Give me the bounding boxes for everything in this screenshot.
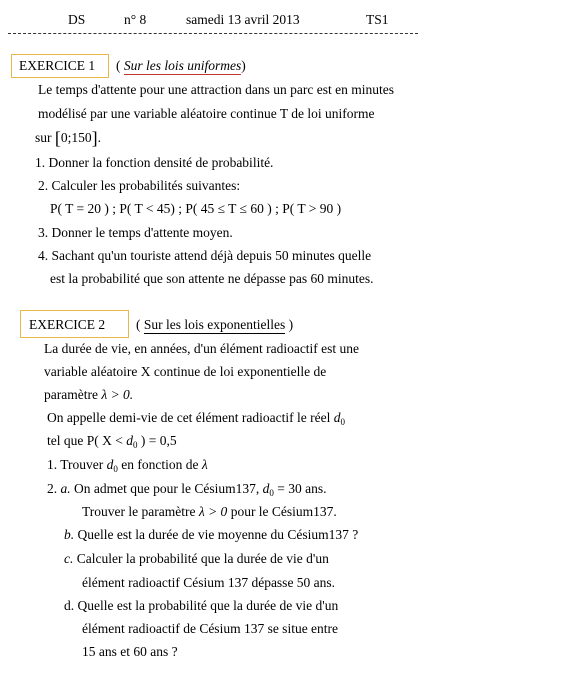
lambda-condition: λ > 0 [198,504,228,519]
ex2-question-2d: d. Quelle est la probabilité que la durée de vie d'un [64,598,339,613]
exercise2-subtitle [136,317,293,333]
text: 2. [47,481,58,496]
d0-subscript: 0 [340,417,345,427]
lambda-condition: λ > 0. [101,387,134,402]
ex1-question-4-line1: 4. Sachant qu'un touriste attend déjà depuis 50 minutes quelle [38,248,372,263]
ex2-question-2d-line3: 15 ans et 60 ans ? [82,644,178,659]
text: = 30 ans. [273,481,327,496]
ex1-intro-line2: modélisé par une variable aléatoire continue T de loi uniforme [38,106,375,121]
ex2-question-2c [64,551,329,567]
ex2-intro-line2: variable aléatoire X continue de loi exponentielle de [44,364,327,379]
bracket-close: ] [91,128,98,148]
text: paramètre [44,387,98,402]
ex1-question-3: 3. Donner le temps d'attente moyen. [38,225,233,240]
item-letter: b. [64,527,75,542]
ex2-question-2a-line2 [82,504,337,520]
ex1-question-2-probabilities: P( T = 20 ) ; P( T < 45) ; P( 45 ≤ T ≤ 60 ) ; P( T > 90 ) [50,201,342,216]
text: . [97,130,102,145]
text: Calculer la probabilité que la durée de vie d'un [76,551,329,566]
d0-subscript: 0 [113,464,118,474]
d0-subscript: 0 [269,488,274,498]
paren: ) [285,317,294,332]
ex1-intro-line1: Le temps d'attente pour une attraction dans un parc est en minutes [38,82,394,97]
header-number: n° 8 [124,12,147,27]
text: sur [35,130,52,145]
exercise2-topic: Sur les lois exponentielles [143,317,286,332]
ex2-intro-line1: La durée de vie, en années, d'un élément radioactif est une [44,341,360,356]
exercise1-title: EXERCICE 1 [19,58,96,73]
text: Trouver le paramètre [82,504,196,519]
ex1-question-1: 1. Donner la fonction densité de probabilité. [35,155,274,170]
d0-subscript: 0 [132,440,138,450]
text: On admet que pour le Césium137, [74,481,260,496]
paren: ( [136,317,144,332]
d0-symbol: d [126,433,133,448]
text: ) = 0,5 [137,433,177,448]
text: en fonction de [117,457,199,472]
text: 1. Trouver [47,457,104,472]
ex2-question-2c-line2: élément radioactif Césium 137 dépasse 50 ans. [82,575,336,590]
d0-symbol: d [333,410,341,425]
ex2-intro-line5 [47,433,177,450]
ex2-question-2d-line2: élément radioactif de Césium 137 se situe entre [82,621,339,636]
ex2-question-1 [47,457,208,474]
paren: ) [241,58,246,73]
interval: 0;150 [60,130,92,145]
ex1-intro-line3 [35,128,101,149]
ex2-question-2b [64,527,358,543]
header-ds: DS [68,12,86,27]
exercise1-topic: Sur les lois uniformes [123,58,242,73]
header-class: TS1 [366,12,389,27]
item-letter: c. [64,551,74,566]
text: On appelle demi-vie de cet élément radioactif le réel [47,410,331,425]
exercise2-title: EXERCICE 2 [29,317,106,332]
lambda-symbol: λ [201,457,208,472]
item-letter: a. [60,481,71,496]
ex2-question-2a [47,481,326,498]
ex2-intro-line4 [47,410,345,427]
d0-symbol: d [262,481,270,496]
paren: ( [116,58,124,73]
text: pour le Césium137. [227,504,337,519]
d0-symbol: d [106,457,114,472]
divider [8,33,418,34]
ex1-question-2: 2. Calculer les probabilités suivantes: [38,178,241,193]
ex1-question-4-line2: est la probabilité que son attente ne dépasse pas 60 minutes. [50,271,374,286]
exercise1-subtitle [116,58,246,74]
bracket-open: [ [54,128,61,148]
text: Quelle est la durée de vie moyenne du Césium137 ? [77,527,359,542]
header-date: samedi 13 avril 2013 [186,12,300,27]
ex2-intro-line3 [44,387,133,403]
text: tel que P( X < [47,433,127,448]
